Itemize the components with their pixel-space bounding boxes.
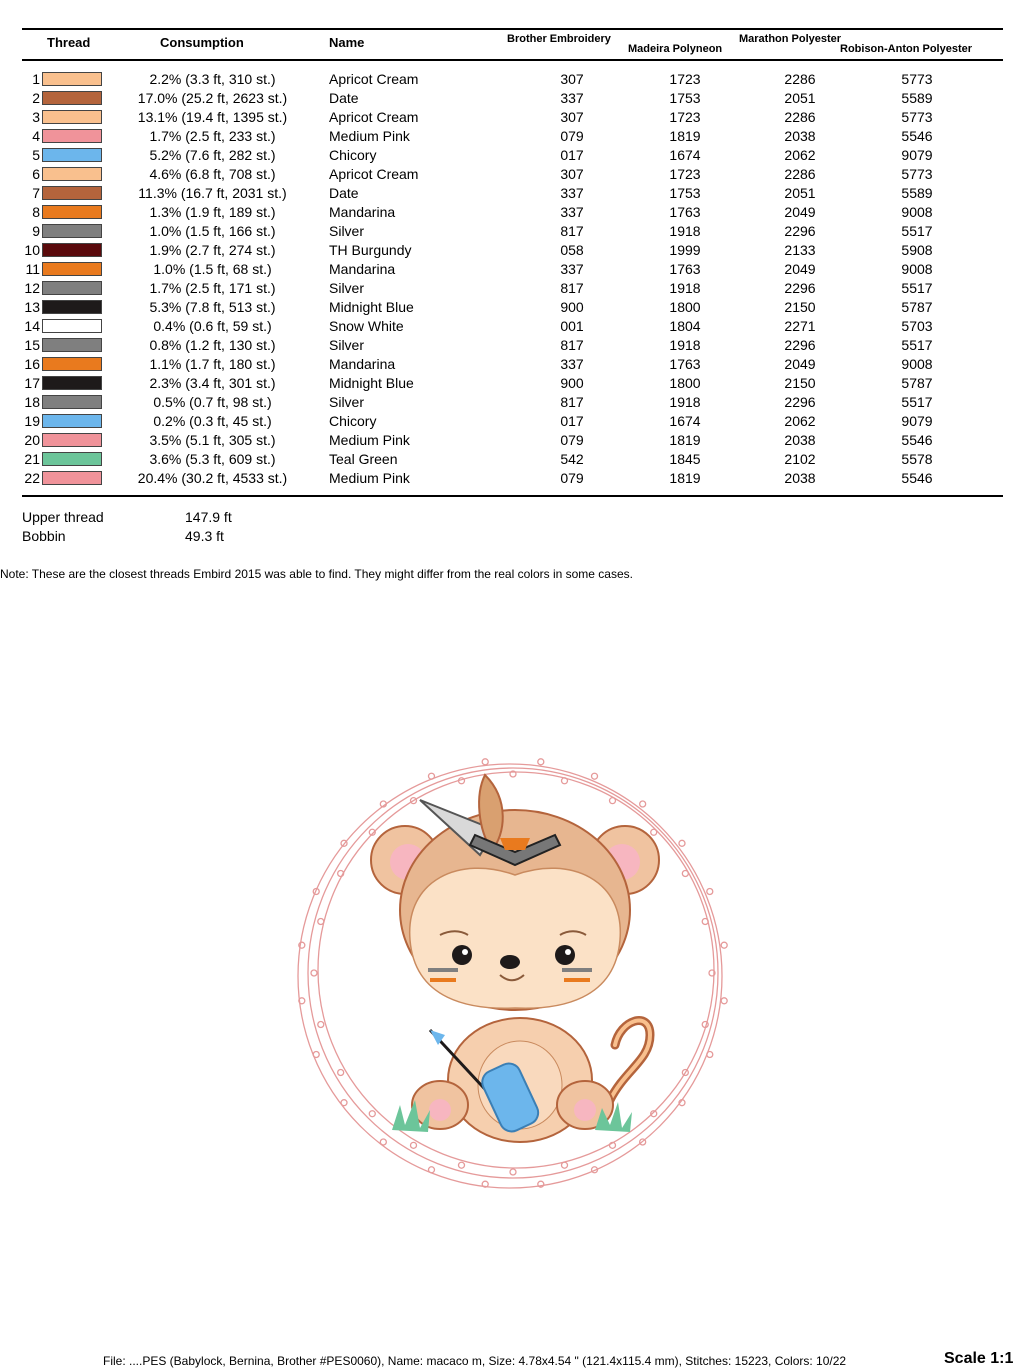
thread-name-cell: Midnight Blue xyxy=(329,375,414,391)
wreath-bud xyxy=(313,1052,319,1058)
wreath-bud xyxy=(562,1162,568,1168)
thread-name-cell: Medium Pink xyxy=(329,432,410,448)
color-swatch xyxy=(42,186,102,200)
madeira-code-cell: 1674 xyxy=(669,147,701,163)
wreath-bud xyxy=(369,1111,375,1117)
consumption-cell: 1.7% (2.5 ft, 171 st.) xyxy=(149,280,276,296)
thread-name-cell: Apricot Cream xyxy=(329,109,419,125)
brother-code-cell: 900 xyxy=(560,299,584,315)
color-swatch xyxy=(42,452,102,466)
thread-number: 8 xyxy=(32,204,40,220)
brother-code-cell: 817 xyxy=(560,223,584,239)
table-row xyxy=(0,184,1024,203)
table-row xyxy=(0,165,1024,184)
madeira-code-cell: 1763 xyxy=(669,261,701,277)
wreath-bud xyxy=(721,998,727,1004)
thread-number: 10 xyxy=(24,242,40,258)
table-row xyxy=(0,355,1024,374)
consumption-cell: 1.0% (1.5 ft, 68 st.) xyxy=(153,261,272,277)
consumption-cell: 17.0% (25.2 ft, 2623 st.) xyxy=(137,90,288,106)
marathon-code-cell: 2296 xyxy=(784,280,816,296)
color-swatch xyxy=(42,91,102,105)
madeira-code-cell: 1763 xyxy=(669,204,701,220)
thread-name-cell: Mandarina xyxy=(329,261,396,277)
consumption-cell: 1.9% (2.7 ft, 274 st.) xyxy=(149,242,276,258)
thread-number: 3 xyxy=(32,109,40,125)
upper-thread-value: 147.9 ft xyxy=(185,509,232,525)
madeira-code-cell: 1918 xyxy=(669,280,701,296)
madeira-code-cell: 1819 xyxy=(669,432,701,448)
brother-code-cell: 337 xyxy=(560,204,584,220)
color-swatch xyxy=(42,414,102,428)
marathon-code-cell: 2150 xyxy=(784,375,816,391)
header-brother: Brother Embroidery xyxy=(507,33,611,45)
thread-name-cell: Mandarina xyxy=(329,204,396,220)
madeira-code-cell: 1918 xyxy=(669,223,701,239)
wreath-bud xyxy=(318,1022,324,1028)
marathon-code-cell: 2133 xyxy=(784,242,816,258)
color-swatch xyxy=(42,167,102,181)
marathon-code-cell: 2051 xyxy=(784,90,816,106)
thread-number: 1 xyxy=(32,71,40,87)
brother-code-cell: 307 xyxy=(560,109,584,125)
robison-code-cell: 9008 xyxy=(901,261,933,277)
consumption-cell: 1.1% (1.7 ft, 180 st.) xyxy=(149,356,276,372)
marathon-code-cell: 2286 xyxy=(784,109,816,125)
robison-code-cell: 5773 xyxy=(901,166,933,182)
table-row xyxy=(0,412,1024,431)
header-marathon: Marathon Polyester xyxy=(739,33,842,45)
robison-code-cell: 5546 xyxy=(901,470,933,486)
color-swatch xyxy=(42,281,102,295)
wreath-bud xyxy=(510,1169,516,1175)
thread-number: 5 xyxy=(32,147,40,163)
thread-name-cell: Snow White xyxy=(329,318,404,334)
marathon-code-cell: 2038 xyxy=(784,128,816,144)
thread-name-cell: Date xyxy=(329,90,359,106)
consumption-cell: 11.3% (16.7 ft, 2031 st.) xyxy=(138,185,287,201)
consumption-cell: 20.4% (30.2 ft, 4533 st.) xyxy=(137,470,288,486)
thread-name-cell: Midnight Blue xyxy=(329,299,414,315)
wreath-bud xyxy=(380,1139,386,1145)
marathon-code-cell: 2271 xyxy=(784,318,816,334)
brother-code-cell: 337 xyxy=(560,261,584,277)
header-name: Name xyxy=(329,35,365,50)
wreath-bud xyxy=(338,1070,344,1076)
wreath-bud xyxy=(592,773,598,779)
robison-code-cell: 5546 xyxy=(901,432,933,448)
robison-code-cell: 5773 xyxy=(901,71,933,87)
wreath-bud xyxy=(682,871,688,877)
brother-code-cell: 307 xyxy=(560,71,584,87)
color-swatch xyxy=(42,129,102,143)
file-info: File: ....PES (Babylock, Bernina, Brother #PES0060), Name: macaco m, Size: 4.78x4.54 " (121.4x115.4 mm), Stitches: 15223, Colors: 10/22 xyxy=(103,1354,847,1368)
robison-code-cell: 5578 xyxy=(901,451,933,467)
madeira-code-cell: 1763 xyxy=(669,356,701,372)
brother-code-cell: 307 xyxy=(560,166,584,182)
robison-code-cell: 5517 xyxy=(901,223,933,239)
table-row xyxy=(0,241,1024,260)
marathon-code-cell: 2062 xyxy=(784,413,816,429)
brother-code-cell: 079 xyxy=(560,470,584,486)
brother-code-cell: 337 xyxy=(560,185,584,201)
color-swatch xyxy=(42,471,102,485)
wreath-bud xyxy=(538,759,544,765)
madeira-code-cell: 1723 xyxy=(669,71,701,87)
thread-name-cell: Date xyxy=(329,185,359,201)
thread-name-cell: Chicory xyxy=(329,413,377,429)
color-swatch xyxy=(42,338,102,352)
brother-code-cell: 079 xyxy=(560,128,584,144)
wreath-bud xyxy=(458,1162,464,1168)
thread-name-cell: Apricot Cream xyxy=(329,166,419,182)
robison-code-cell: 5546 xyxy=(901,128,933,144)
wreath-bud xyxy=(341,1100,347,1106)
brother-code-cell: 058 xyxy=(560,242,584,258)
marathon-code-cell: 2051 xyxy=(784,185,816,201)
consumption-cell: 3.6% (5.3 ft, 609 st.) xyxy=(149,451,276,467)
robison-code-cell: 5517 xyxy=(901,280,933,296)
brother-code-cell: 001 xyxy=(560,318,584,334)
consumption-cell: 0.2% (0.3 ft, 45 st.) xyxy=(153,413,272,429)
consumption-cell: 3.5% (5.1 ft, 305 st.) xyxy=(149,432,276,448)
color-swatch xyxy=(42,243,102,257)
table-row xyxy=(0,127,1024,146)
wreath-bud xyxy=(411,1142,417,1148)
robison-code-cell: 9079 xyxy=(901,147,933,163)
monkey-embroidery-image xyxy=(280,740,750,1200)
color-swatch xyxy=(42,300,102,314)
marathon-code-cell: 2062 xyxy=(784,147,816,163)
table-row xyxy=(0,222,1024,241)
header-thread: Thread xyxy=(47,35,91,50)
marathon-code-cell: 2286 xyxy=(784,166,816,182)
marathon-code-cell: 2049 xyxy=(784,261,816,277)
color-swatch xyxy=(42,376,102,390)
thread-number: 11 xyxy=(25,261,40,277)
table-row xyxy=(0,374,1024,393)
marathon-code-cell: 2296 xyxy=(784,337,816,353)
thread-name-cell: Silver xyxy=(329,337,365,353)
madeira-code-cell: 1674 xyxy=(669,413,701,429)
thread-note: Note: These are the closest threads Embird 2015 was able to find. They might differ from the real colors in some cases. xyxy=(0,567,633,581)
color-swatch xyxy=(42,72,102,86)
robison-code-cell: 5908 xyxy=(901,242,933,258)
header-robison: Robison-Anton Polyester xyxy=(840,43,973,55)
color-swatch xyxy=(42,319,102,333)
thread-number: 4 xyxy=(32,128,40,144)
madeira-code-cell: 1918 xyxy=(669,394,701,410)
marathon-code-cell: 2049 xyxy=(784,356,816,372)
table-row xyxy=(0,431,1024,450)
thread-name-cell: Silver xyxy=(329,394,365,410)
robison-code-cell: 5517 xyxy=(901,394,933,410)
bottom-rule xyxy=(22,495,1003,497)
thread-name-cell: Mandarina xyxy=(329,356,396,372)
wreath-bud xyxy=(679,840,685,846)
top-rule xyxy=(22,28,1003,30)
color-swatch xyxy=(42,262,102,276)
brother-code-cell: 017 xyxy=(560,147,584,163)
bobbin-value: 49.3 ft xyxy=(185,528,224,544)
wreath-bud xyxy=(707,1052,713,1058)
madeira-code-cell: 1999 xyxy=(669,242,701,258)
brother-code-cell: 817 xyxy=(560,394,584,410)
thread-number: 15 xyxy=(24,337,40,353)
marathon-code-cell: 2102 xyxy=(784,451,816,467)
thread-name-cell: Silver xyxy=(329,280,365,296)
thread-name-cell: TH Burgundy xyxy=(329,242,412,258)
wreath-bud xyxy=(651,829,657,835)
table-row xyxy=(0,469,1024,488)
consumption-cell: 13.1% (19.4 ft, 1395 st.) xyxy=(137,109,288,125)
header-consumption: Consumption xyxy=(160,35,244,50)
color-swatch xyxy=(42,395,102,409)
marathon-code-cell: 2296 xyxy=(784,394,816,410)
madeira-code-cell: 1800 xyxy=(669,375,701,391)
consumption-cell: 0.4% (0.6 ft, 59 st.) xyxy=(153,318,272,334)
robison-code-cell: 5787 xyxy=(901,299,933,315)
thread-number: 9 xyxy=(32,223,40,239)
table-row xyxy=(0,317,1024,336)
design-preview xyxy=(280,740,750,1200)
robison-code-cell: 5773 xyxy=(901,109,933,125)
wreath-bud xyxy=(610,798,616,804)
robison-code-cell: 5703 xyxy=(901,318,933,334)
marathon-code-cell: 2286 xyxy=(784,71,816,87)
consumption-cell: 1.3% (1.9 ft, 189 st.) xyxy=(149,204,276,220)
table-row xyxy=(0,279,1024,298)
brother-code-cell: 337 xyxy=(560,90,584,106)
madeira-code-cell: 1753 xyxy=(669,90,701,106)
upper-thread-label: Upper thread xyxy=(22,509,104,525)
consumption-cell: 1.0% (1.5 ft, 166 st.) xyxy=(149,223,276,239)
robison-code-cell: 5589 xyxy=(901,185,933,201)
marathon-code-cell: 2150 xyxy=(784,299,816,315)
thread-name-cell: Apricot Cream xyxy=(329,71,419,87)
thread-number: 17 xyxy=(24,375,40,391)
color-swatch xyxy=(42,224,102,238)
thread-name-cell: Medium Pink xyxy=(329,470,410,486)
scale-label: Scale 1:1 xyxy=(944,1350,1014,1367)
madeira-code-cell: 1804 xyxy=(669,318,701,334)
madeira-code-cell: 1819 xyxy=(669,470,701,486)
consumption-cell: 2.3% (3.4 ft, 301 st.) xyxy=(149,375,276,391)
table-row xyxy=(0,450,1024,469)
brother-code-cell: 900 xyxy=(560,375,584,391)
marathon-code-cell: 2049 xyxy=(784,204,816,220)
bobbin-label: Bobbin xyxy=(22,528,66,544)
table-row xyxy=(0,89,1024,108)
consumption-cell: 1.7% (2.5 ft, 233 st.) xyxy=(149,128,276,144)
wreath-bud xyxy=(428,1167,434,1173)
thread-number: 20 xyxy=(24,432,40,448)
header-madeira: Madeira Polyneon xyxy=(628,43,723,55)
color-swatch xyxy=(42,148,102,162)
thread-name-cell: Chicory xyxy=(329,147,377,163)
robison-code-cell: 5589 xyxy=(901,90,933,106)
consumption-cell: 5.2% (7.6 ft, 282 st.) xyxy=(149,147,276,163)
madeira-code-cell: 1845 xyxy=(669,451,701,467)
thread-number: 14 xyxy=(24,318,40,334)
wreath-bud xyxy=(428,773,434,779)
wreath-bud xyxy=(311,970,317,976)
wreath-bud xyxy=(318,918,324,924)
table-row xyxy=(0,260,1024,279)
brother-code-cell: 337 xyxy=(560,356,584,372)
table-row xyxy=(0,336,1024,355)
madeira-code-cell: 1723 xyxy=(669,109,701,125)
thread-number: 2 xyxy=(32,90,40,106)
color-swatch xyxy=(42,433,102,447)
thread-number: 18 xyxy=(24,394,40,410)
wreath-bud xyxy=(721,942,727,948)
marathon-code-cell: 2038 xyxy=(784,432,816,448)
thread-name-cell: Silver xyxy=(329,223,365,239)
color-swatch xyxy=(42,205,102,219)
consumption-cell: 2.2% (3.3 ft, 310 st.) xyxy=(149,71,276,87)
madeira-code-cell: 1918 xyxy=(669,337,701,353)
thread-number: 12 xyxy=(24,280,40,296)
madeira-code-cell: 1800 xyxy=(669,299,701,315)
color-swatch xyxy=(42,357,102,371)
robison-code-cell: 9008 xyxy=(901,356,933,372)
wreath-bud xyxy=(482,759,488,765)
wreath-bud xyxy=(707,888,713,894)
thread-number: 21 xyxy=(24,451,40,467)
thread-number: 13 xyxy=(24,299,40,315)
thread-name-cell: Teal Green xyxy=(329,451,398,467)
marathon-code-cell: 2038 xyxy=(784,470,816,486)
color-swatch xyxy=(42,110,102,124)
consumption-cell: 4.6% (6.8 ft, 708 st.) xyxy=(149,166,276,182)
table-row xyxy=(0,298,1024,317)
thread-number: 6 xyxy=(32,166,40,182)
madeira-code-cell: 1723 xyxy=(669,166,701,182)
consumption-cell: 5.3% (7.8 ft, 513 st.) xyxy=(149,299,276,315)
robison-code-cell: 5787 xyxy=(901,375,933,391)
thread-number: 16 xyxy=(24,356,40,372)
table-row xyxy=(0,146,1024,165)
table-row xyxy=(0,108,1024,127)
thread-name-cell: Medium Pink xyxy=(329,128,410,144)
thread-number: 7 xyxy=(32,185,40,201)
thread-number: 22 xyxy=(24,470,40,486)
wreath-bud xyxy=(640,801,646,807)
consumption-cell: 0.5% (0.7 ft, 98 st.) xyxy=(153,394,272,410)
brother-code-cell: 817 xyxy=(560,337,584,353)
madeira-code-cell: 1819 xyxy=(669,128,701,144)
table-row xyxy=(0,393,1024,412)
thread-number: 19 xyxy=(24,413,40,429)
table-row xyxy=(0,203,1024,222)
robison-code-cell: 9079 xyxy=(901,413,933,429)
madeira-code-cell: 1753 xyxy=(669,185,701,201)
brother-code-cell: 542 xyxy=(560,451,584,467)
consumption-cell: 0.8% (1.2 ft, 130 st.) xyxy=(149,337,276,353)
brother-code-cell: 017 xyxy=(560,413,584,429)
marathon-code-cell: 2296 xyxy=(784,223,816,239)
robison-code-cell: 9008 xyxy=(901,204,933,220)
header-rule xyxy=(22,59,1003,61)
robison-code-cell: 5517 xyxy=(901,337,933,353)
brother-code-cell: 817 xyxy=(560,280,584,296)
brother-code-cell: 079 xyxy=(560,432,584,448)
table-row xyxy=(0,70,1024,89)
